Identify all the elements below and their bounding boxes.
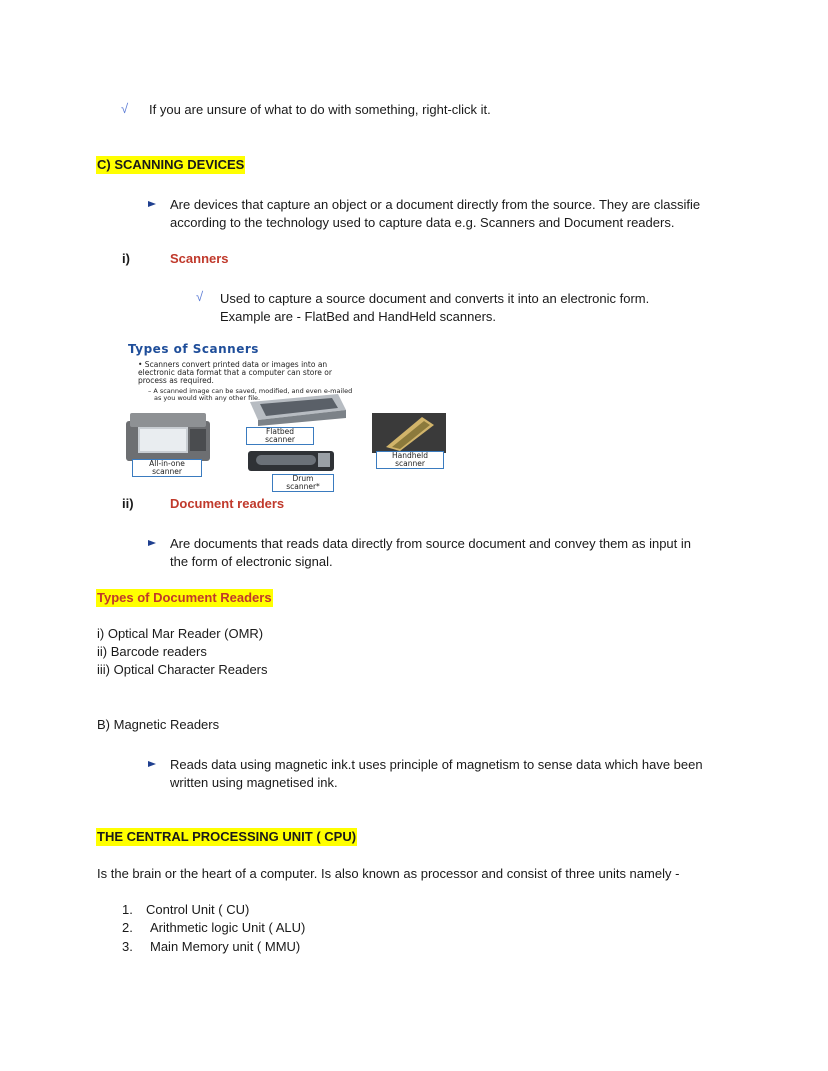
doc-readers-line1: Are documents that reads data directly from source document and convey them as input in [170, 536, 691, 551]
arrow-bullet-icon [148, 761, 156, 767]
types-doc-item: iii) Optical Character Readers [97, 662, 268, 677]
slide-bullet-line3: process as required. [138, 376, 214, 385]
scanners-line2: Example are - FlatBed and HandHeld scanners. [220, 309, 497, 324]
types-of-scanners-slide [96, 337, 480, 497]
slide-sub-line1: – A scanned image can be saved, modified, and even e-mailed [148, 387, 353, 395]
arrow-bullet-icon [148, 201, 156, 207]
doc-readers-line2: the form of electronic signal. [170, 554, 333, 569]
check-icon: √ [121, 101, 129, 116]
scanning-intro-line1: Are devices that capture an object or a document directly from the source. They are classifie [170, 197, 701, 212]
types-doc-item: i) Optical Mar Reader (OMR) [97, 626, 264, 641]
doc-readers-marker: ii) [122, 496, 134, 511]
magnetic-heading: B) Magnetic Readers [97, 717, 220, 732]
arrow-bullet-icon [148, 540, 156, 546]
slide-title: Types of Scanners [128, 342, 259, 356]
caption-handheld: Handheld scanner [376, 451, 444, 469]
scanners-line1: Used to capture a source document and converts it into an electronic form. [220, 291, 650, 306]
check-icon: √ [196, 289, 204, 304]
magnetic-line2: written using magnetised ink. [170, 775, 338, 790]
cpu-heading: THE CENTRAL PROCESSING UNIT ( CPU) [97, 829, 357, 844]
doc-readers-title: Document readers [170, 496, 285, 511]
scanners-marker: i) [122, 251, 130, 266]
caption-drum: Drum scanner* [272, 474, 334, 492]
cpu-list-item: 3. Main Memory unit ( MMU) [122, 939, 301, 954]
cpu-list-item: 2. Arithmetic logic Unit ( ALU) [122, 920, 306, 935]
tip-text: If you are unsure of what to do with something, right-click it. [149, 102, 491, 117]
cpu-list-item: 1. Control Unit ( CU) [122, 902, 250, 917]
flatbed-scanner-image [246, 392, 350, 428]
scanning-intro-line2: according to the technology used to capture data e.g. Scanners and Document readers. [170, 215, 675, 230]
caption-all-in-one: All-in-one scanner [132, 459, 202, 477]
types-doc-heading: Types of Document Readers [97, 590, 272, 605]
caption-flatbed: Flatbed scanner [246, 427, 314, 445]
magnetic-line1: Reads data using magnetic ink.t uses principle of magnetism to sense data which have been [170, 757, 703, 772]
slide-bullet-line2: electronic data format that a computer can store or [138, 368, 332, 377]
slide-bullet-line1: • Scanners convert printed data or images into an [138, 360, 328, 369]
handheld-scanner-image [372, 413, 446, 453]
drum-scanner-image [246, 447, 336, 475]
types-doc-item: ii) Barcode readers [97, 644, 207, 659]
scanners-title: Scanners [170, 251, 229, 266]
section-heading-scanning: C) SCANNING DEVICES [97, 157, 245, 172]
cpu-intro: Is the brain or the heart of a computer. Is also known as processor and consist of three units namely - [97, 866, 680, 881]
slide-sub-line2: as you would with any other file. [154, 394, 261, 402]
